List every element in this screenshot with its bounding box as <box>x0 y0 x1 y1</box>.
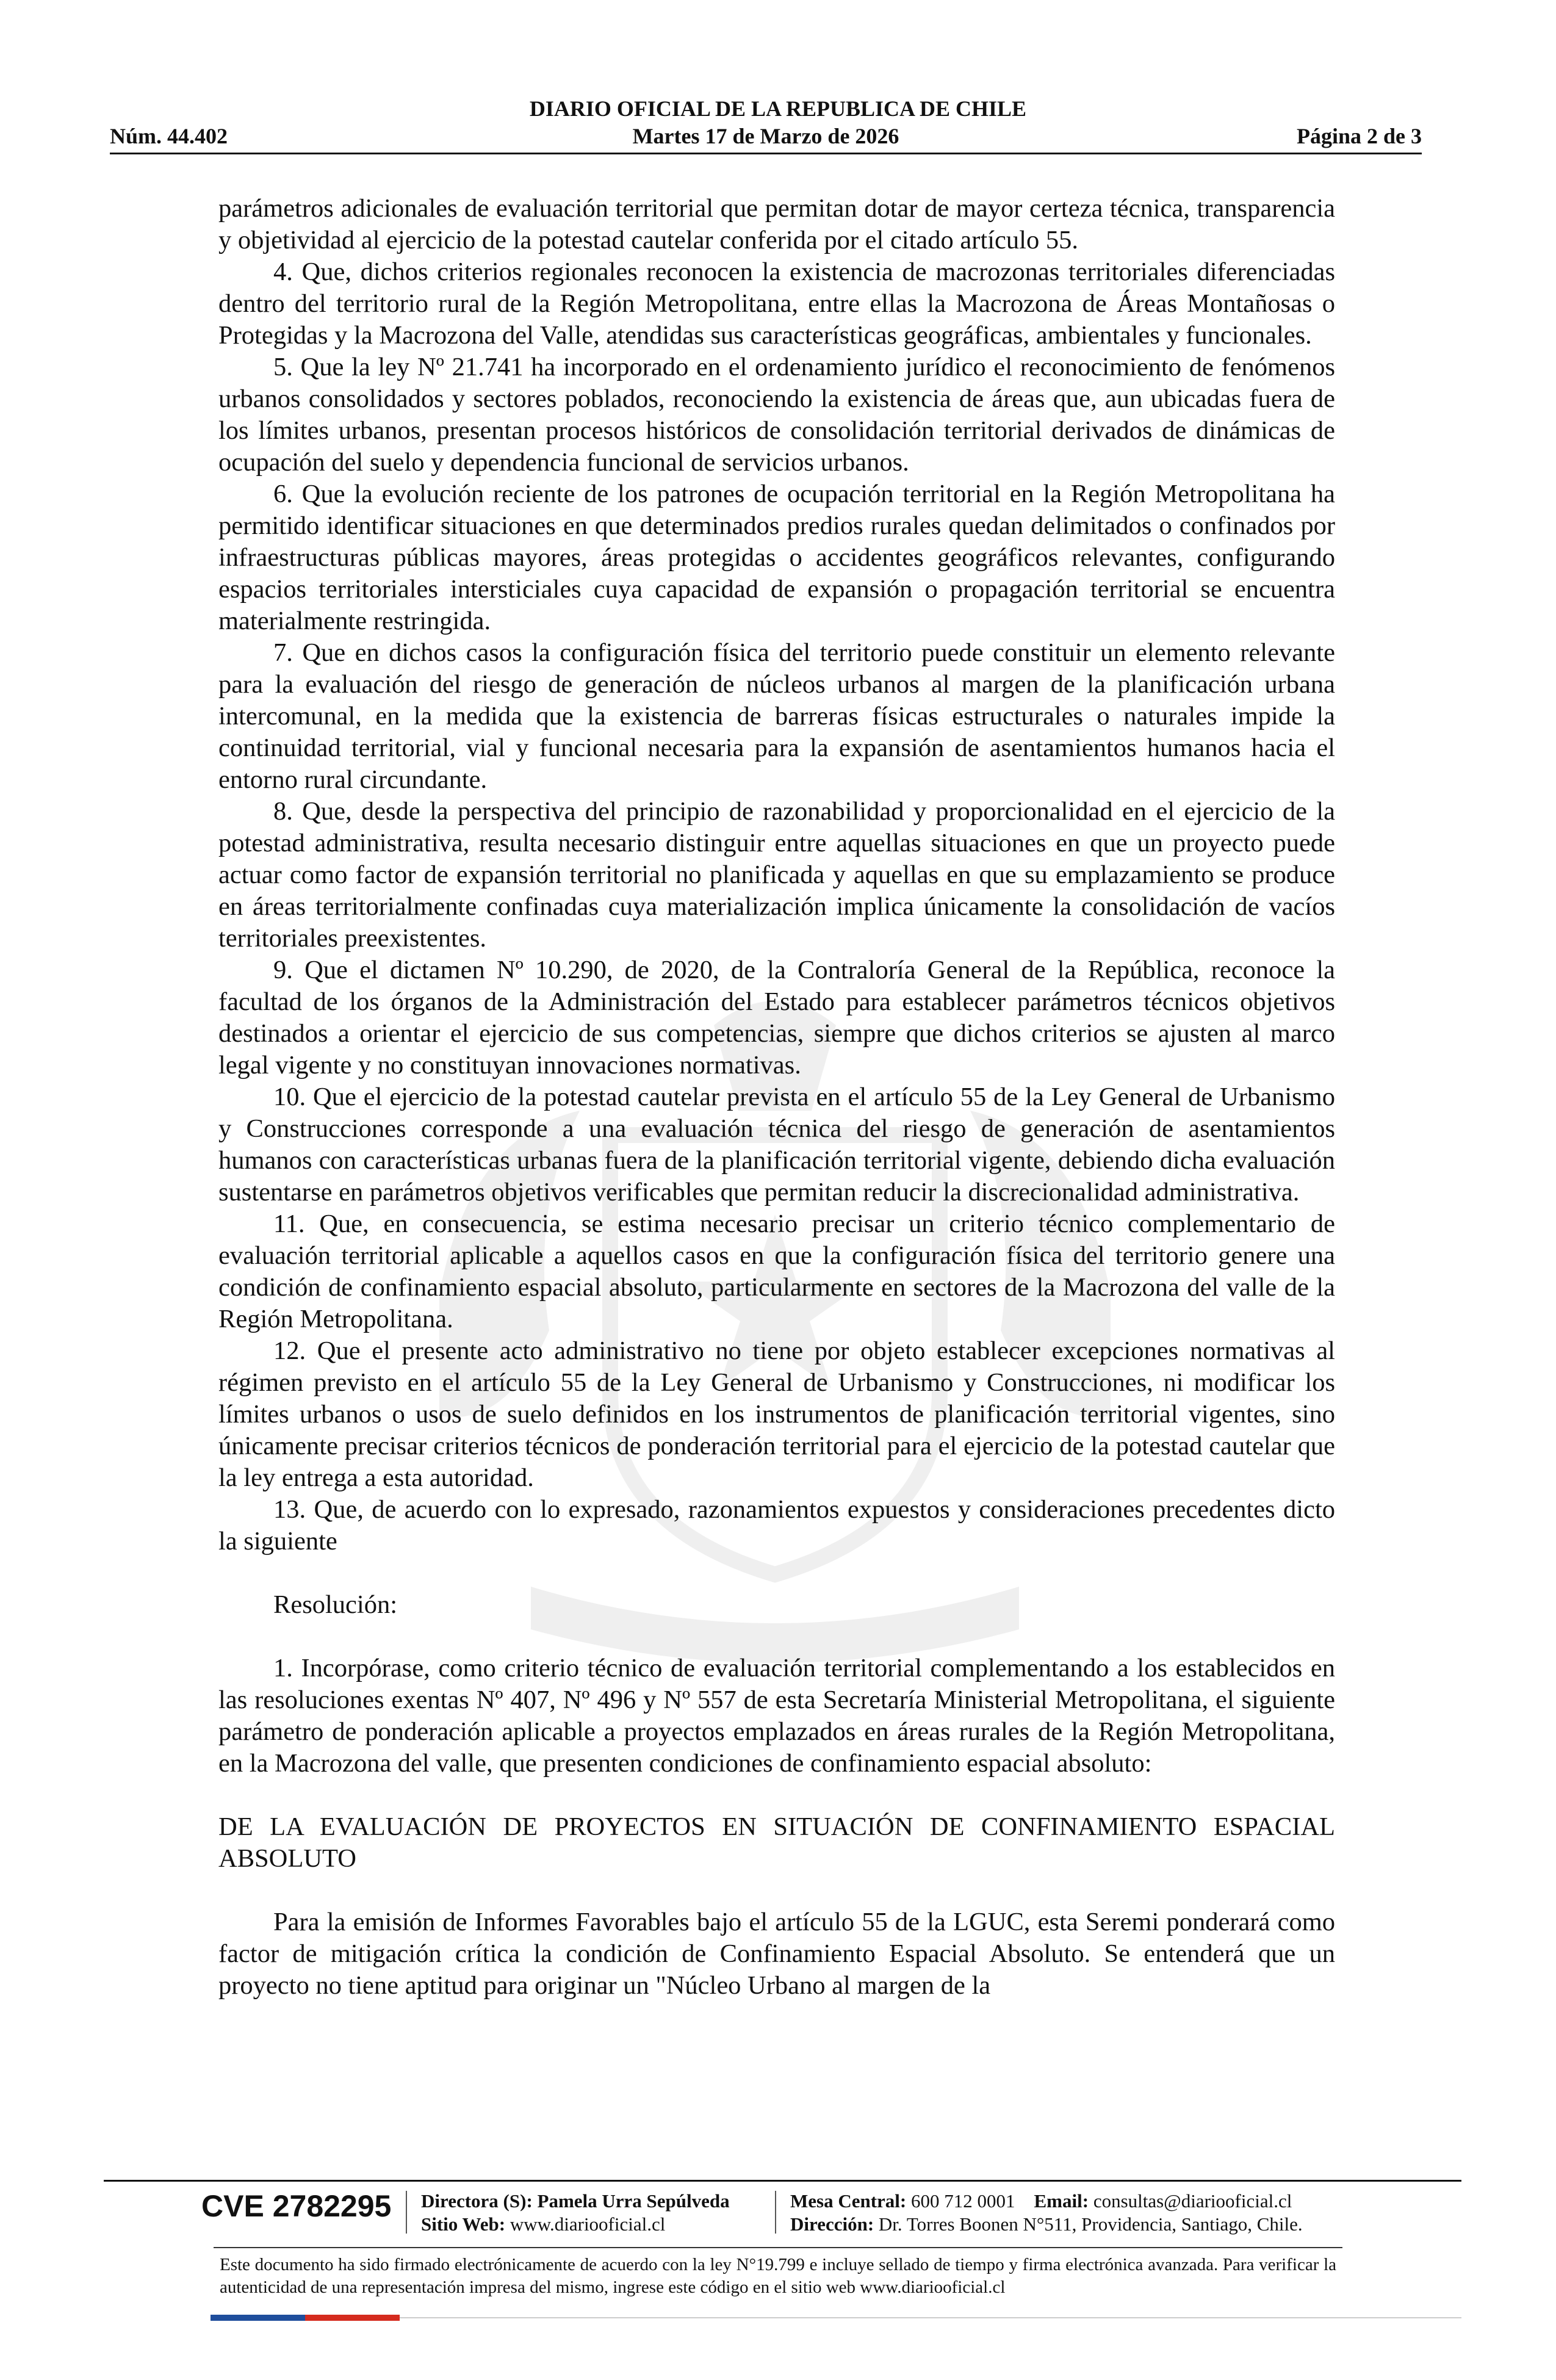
flag-stripe-red <box>305 2315 400 2321</box>
paragraph-13: 13. Que, de acuerdo con lo expresado, razonamientos expuestos y consideraciones precedentes dicto la siguiente <box>218 1495 1335 1556</box>
paragraph-9: 9. Que el dictamen Nº 10.290, de 2020, de la Contraloría General de la República, reconoce la facultad de los órganos de la Administración del Estado para establecer parámetros técnicos objetivos destinados a orientar el ejercicio de sus competencias, siempre que dichos criterios se ajusten al marco legal vigente y no constituyan innovaciones normativas. <box>218 956 1335 1080</box>
director-label: Directora (S): <box>421 2190 533 2212</box>
footer-director-block <box>421 2190 730 2236</box>
document-body <box>218 193 1335 2002</box>
page-number: Página 2 de 3 <box>1296 124 1422 148</box>
paragraph-6: 6. Que la evolución reciente de los patrones de ocupación territorial en la Región Metropolitana ha permitido identificar situaciones en que determinados predios rurales quedan delimitados o confinados por infraestructuras públicas mayores, áreas protegidas o accidentes geográficos relevantes, configurando espacios territoriales intersticiales cuya capacidad de expansión o propagación territorial se encuentra materialmente restringida. <box>218 480 1335 635</box>
director-name: Pamela Urra Sepúlveda <box>537 2190 730 2212</box>
header-divider <box>110 153 1422 154</box>
phone-label: Mesa Central: <box>790 2190 907 2212</box>
paragraph-7: 7. Que en dichos casos la configuración física del territorio puede constituir un elemento relevante para la evaluación del riesgo de generación de núcleos urbanos al margen de la planificación urbana intercomunal, en la medida que la existencia de barreras físicas estructurales o naturales impide la continuidad territorial, vial y funcional necesaria para la expansión de asentamientos humanos hacia el entorno rural circundante. <box>218 638 1335 794</box>
footer-separator <box>775 2191 776 2234</box>
footer-divider <box>104 2180 1461 2182</box>
website-label: Sitio Web: <box>421 2213 506 2235</box>
paragraph-3-continuation: parámetros adicionales de evaluación territorial que permitan dotar de mayor certeza técnica, transparencia y objetividad al ejercicio de la potestad cautelar conferida por el citado artículo 55. <box>218 194 1335 254</box>
issue-date: Martes 17 de Marzo de 2026 <box>632 124 899 148</box>
header-row <box>110 123 1422 149</box>
website-link[interactable]: www.diariooficial.cl <box>510 2213 666 2235</box>
disclaimer-text: Este documento ha sido firmado electrónicamente de acuerdo con la ley N°19.799 e incluye sellado de tiempo y firma electrónica avanzada. Para verificar la autenticidad de una representación impresa del mismo, ingrese este código en el sitio web www.diariooficial.cl <box>220 2255 1336 2297</box>
newspaper-title: DIARIO OFICIAL DE LA REPUBLICA DE CHILE <box>529 96 1027 121</box>
signature-disclaimer <box>220 2254 1336 2299</box>
address-value: Dr. Torres Boonen N°511, Providencia, Santiago, Chile. <box>878 2213 1303 2235</box>
footer-separator <box>406 2191 407 2234</box>
section-heading: DE LA EVALUACIÓN DE PROYECTOS EN SITUACIÓN DE CONFINAMIENTO ESPACIAL ABSOLUTO <box>218 1812 1335 1873</box>
cve-code: CVE 2782295 <box>201 2189 392 2223</box>
paragraph-8: 8. Que, desde la perspectiva del principio de razonabilidad y proporcionalidad en el ejercicio de la potestad administrativa, resulta necesario distinguir entre aquellas situaciones en que un proyecto puede actuar como factor de expansión territorial no planificada y aquellas en que su emplazamiento se produce en áreas territorialmente confinadas cuya materialización implica únicamente la consolidación de vacíos territoriales preexistentes. <box>218 797 1335 953</box>
resolution-point-1: 1. Incorpórase, como criterio técnico de evaluación territorial complementando a los establecidos en las resoluciones exentas Nº 407, Nº 496 y Nº 557 de esta Secretaría Ministerial Metropolitana, el siguiente parámetro de ponderación aplicable a proyectos emplazados en áreas rurales de la Región Metropolitana, en la Macrozona del valle, que presenten condiciones de confinamiento espacial absoluto: <box>218 1654 1335 1778</box>
address-label: Dirección: <box>790 2213 874 2235</box>
paragraph-4: 4. Que, dichos criterios regionales reconocen la existencia de macrozonas territoriales diferenciadas dentro del territorio rural de la Región Metropolitana, entre ellas la Macrozona de Áreas Montañosas o Protegidas y la Macrozona del Valle, atendidas sus características geográficas, ambientales y funcionales. <box>218 258 1335 350</box>
email-link[interactable]: consultas@diariooficial.cl <box>1093 2190 1292 2212</box>
footer-contact-block <box>790 2190 1303 2236</box>
paragraph-11: 11. Que, en consecuencia, se estima necesario precisar un criterio técnico complementario de evaluación territorial aplicable a aquellos casos en que la configuración física del territorio genere una condición de confinamiento espacial absoluto, particularmente en sectores de la Macrozona del valle de la Región Metropolitana. <box>218 1210 1335 1333</box>
flag-stripe-blue <box>211 2315 305 2321</box>
paragraph-10: 10. Que el ejercicio de la potestad cautelar prevista en el artículo 55 de la Ley General de Urbanismo y Construcciones corresponde a una evaluación técnica del riesgo de generación de asentamientos humanos con características urbanas fuera de la planificación territorial vigente, debiendo dicha evaluación sustentarse en parámetros objetivos verificables que permitan reducir la discrecionalidad administrativa. <box>218 1083 1335 1206</box>
issue-number: Núm. 44.402 <box>110 124 228 148</box>
paragraph-5: 5. Que la ley Nº 21.741 ha incorporado en el ordenamiento jurídico el reconocimiento de fenómenos urbanos consolidados y sectores poblados, reconociendo la existencia de áreas que, aun ubicadas fuera de los límites urbanos, presentan procesos históricos de consolidación territorial derivados de dinámicas de ocupación del suelo y dependencia funcional de servicios urbanos. <box>218 353 1335 477</box>
footer-divider-secondary <box>214 2247 1342 2248</box>
email-label: Email: <box>1034 2190 1089 2212</box>
paragraph-12: 12. Que el presente acto administrativo no tiene por objeto establecer excepciones normativas al régimen previsto en el artículo 55 de la Ley General de Urbanismo y Construcciones, ni modificar los límites urbanos o usos de suelo definidos en los instrumentos de planificación territorial vigentes, sino únicamente precisar criterios técnicos de ponderación territorial para el ejercicio de la potestad cautelar que la ley entrega a esta autoridad. <box>218 1336 1335 1492</box>
phone-number: 600 712 0001 <box>911 2190 1015 2212</box>
paragraph-evaluation: Para la emisión de Informes Favorables bajo el artículo 55 de la LGUC, esta Seremi ponderará como factor de mitigación crítica la condición de Confinamiento Espacial Absoluto. Se entenderá que un proyecto no tiene aptitud para originar un "Núcleo Urbano al margen de la <box>218 1908 1335 2000</box>
resolution-label: Resolución: <box>273 1590 398 1619</box>
